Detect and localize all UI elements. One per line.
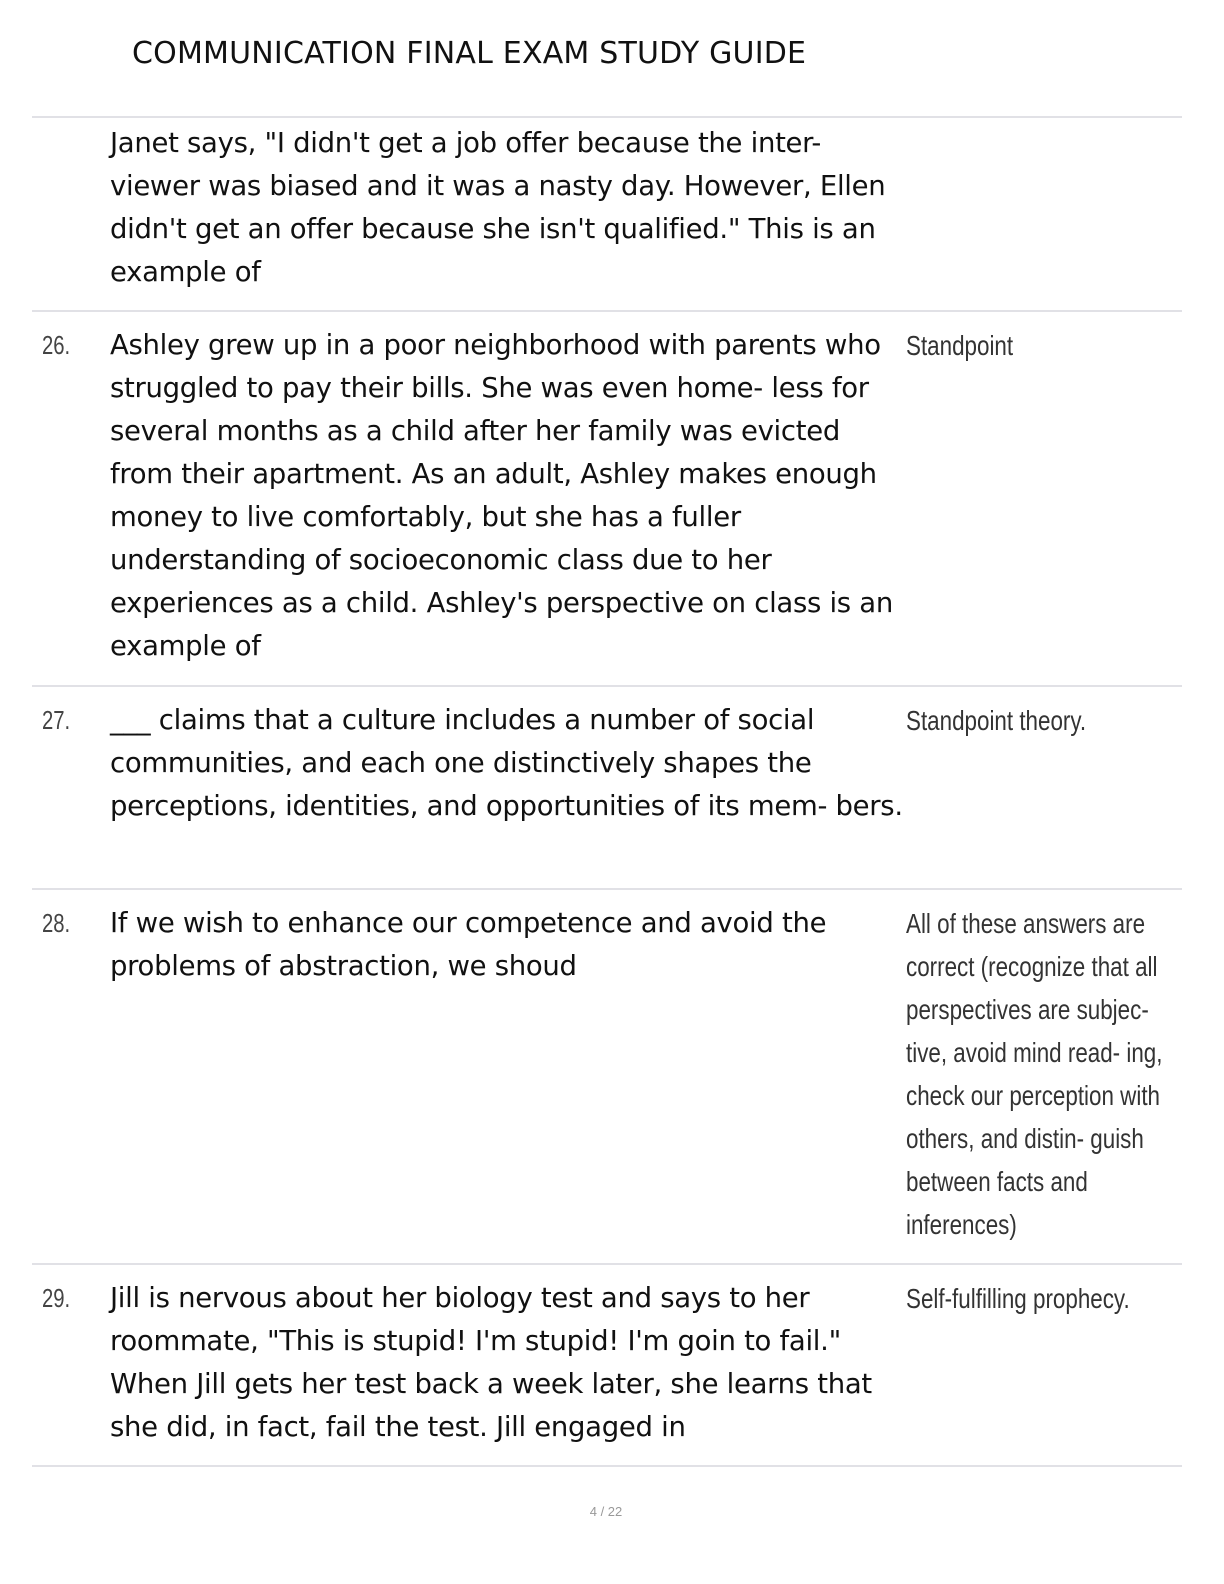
answer-text: Standpoint theory.	[906, 705, 1087, 736]
question-number: 27.	[42, 705, 71, 735]
question-number: 29.	[42, 1283, 71, 1313]
flashcard-row	[32, 310, 1182, 685]
flashcard-row	[32, 116, 1182, 310]
question-text: If we wish to enhance our competence and avoid the problems of abstraction, we shoud	[110, 907, 827, 982]
question-text: Jill is nervous about her biology test and says to her roommate, "This is stupid! I'm stupid! I'm goin to fail." When Jill gets her test back a week later, she learns that she did, in fact, fail the test. Jill engaged in	[110, 1282, 872, 1443]
flashcard-row	[32, 888, 1182, 1263]
question-number: 26.	[42, 330, 71, 360]
page-title: COMMUNICATION FINAL EXAM STUDY GUIDE	[132, 36, 807, 71]
answer-text: Self-fulfilling prophecy.	[906, 1283, 1130, 1314]
flashcard-row	[32, 685, 1182, 888]
question-text: ___ claims that a culture includes a number of social communities, and each one distinctively shapes the perceptions, identities, and opportunities of its mem- bers.	[110, 704, 903, 822]
question-text: Janet says, "I didn't get a job offer because the inter- viewer was biased and it was a nasty day. However, Ellen didn't get an offer because she isn't qualified." This is an example of	[110, 127, 886, 288]
flashcard-table	[32, 116, 1182, 1467]
page-number: 4 / 22	[589, 1504, 623, 1519]
answer-text: Standpoint	[906, 330, 1014, 361]
question-number: 28.	[42, 908, 71, 938]
question-text: Ashley grew up in a poor neighborhood with parents who struggled to pay their bills. She was even home- less for several months as a child after her family was evicted from their apartment. As an adult, Ashley makes enough money to live comfortably, but she has a fuller understanding of socioeconomic class due to her experiences as a child. Ashley's perspective on class is an example of	[110, 329, 893, 662]
answer-text: All of these answers are correct (recognize that all perspectives are subjec- tive, avoid mind read- ing, check our perception with others, and distin- guish between facts and inferences)	[906, 908, 1163, 1240]
flashcard-row	[32, 1263, 1182, 1467]
